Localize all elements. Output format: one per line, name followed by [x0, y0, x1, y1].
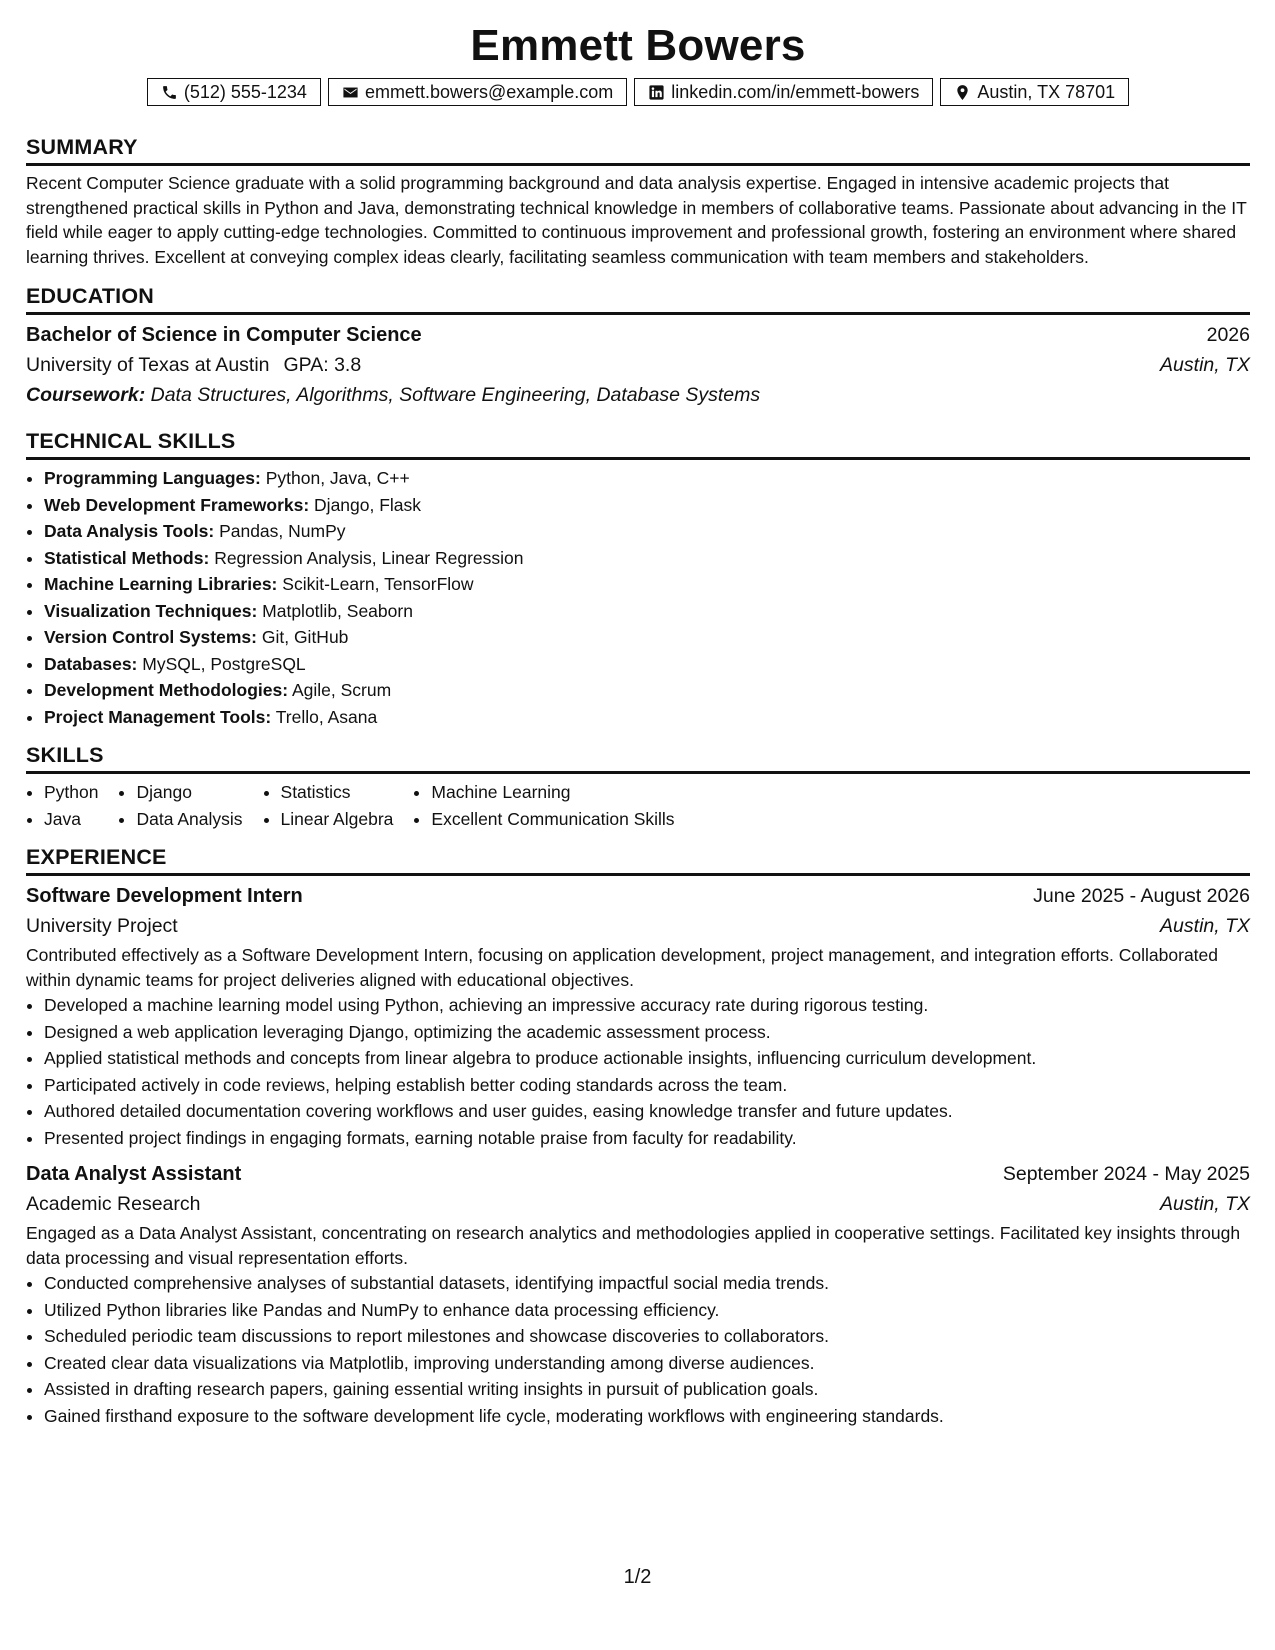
list-item — [44, 518, 1250, 545]
job-entry — [26, 881, 1250, 1151]
skill-category-label: Development Methodologies: — [44, 680, 289, 700]
job-location: Austin, TX — [1160, 915, 1250, 937]
school-info — [26, 350, 361, 380]
job-description: Engaged as a Data Analyst Assistant, concentrating on research analytics and methodologies applied in cooperative settings. Facilitated key insights through data processing and visual representation efforts. — [26, 1223, 1241, 1268]
contact-email-text: emmett.bowers@example.com — [364, 81, 614, 102]
list-item — [44, 545, 1250, 572]
list-item: • Utilized Python libraries like Pandas and NumPy to enhance data processing efficiency. — [44, 1297, 1250, 1324]
list-item: • Developed a machine learning model using Python, achieving an impressive accuracy rate during rigorous testing. — [44, 992, 1250, 1019]
skill-category-value: Scikit-Learn, TensorFlow — [282, 574, 474, 594]
list-item: • Conducted comprehensive analyses of substantial datasets, identifying impactful social media trends. — [44, 1270, 1250, 1297]
list-item — [44, 598, 1250, 625]
job-description: Contributed effectively as a Software Development Intern, focusing on application development, project management, and integration efforts. Collaborated within dynamic teams for project deliveries aligned with educational objectives. — [26, 945, 1219, 990]
skills-heading: SKILLS — [26, 742, 1250, 774]
list-item — [44, 651, 1250, 678]
list-item: • Linear Algebra — [281, 806, 394, 833]
page-number: 1/2 — [623, 1566, 652, 1588]
job-bullets — [26, 1270, 1250, 1429]
education-school-row — [26, 350, 1250, 380]
summary-section — [26, 134, 1250, 269]
resume-page — [26, 18, 1250, 1437]
list-item: • Assisted in drafting research papers, gaining essential writing insights in pursuit of publication goals. — [44, 1376, 1250, 1403]
skill-category-value: Regression Analysis, Linear Regression — [214, 547, 524, 568]
skill-category-label: Programming Languages: — [44, 468, 261, 488]
list-item: • Applied statistical methods and concepts from linear algebra to produce actionable insights, influencing curriculum development. — [44, 1045, 1250, 1072]
school-name: University of Texas at Austin — [26, 354, 270, 376]
list-item: • Java — [44, 806, 98, 833]
skill-category-value: MySQL, PostgreSQL — [142, 653, 306, 674]
skill-category-value: Pandas, NumPy — [219, 521, 346, 541]
list-item: • Excellent Communication Skills — [431, 806, 674, 833]
map-marker-icon — [954, 84, 971, 101]
candidate-name: Emmett Bowers — [470, 21, 806, 70]
contact-phone[interactable] — [147, 78, 321, 106]
list-item: • Django — [136, 779, 242, 806]
job-title-row — [26, 1159, 1250, 1189]
list-item — [44, 465, 1250, 492]
contact-location-text: Austin, TX 78701 — [977, 81, 1116, 102]
job-organization: University Project — [26, 915, 178, 937]
list-item — [44, 492, 1250, 519]
skill-category-value: Django, Flask — [314, 494, 422, 515]
list-item: • Machine Learning — [431, 779, 674, 806]
list-item: • Scheduled periodic team discussions to report milestones and showcase discoveries to collaborators. — [44, 1323, 1250, 1350]
list-item — [44, 677, 1250, 704]
list-item — [44, 624, 1250, 651]
skill-category-value: Agile, Scrum — [291, 680, 392, 700]
phone-icon — [161, 84, 178, 101]
list-item: • Statistics — [281, 779, 394, 806]
job-title: Data Analyst Assistant — [26, 1163, 242, 1185]
linkedin-icon — [648, 84, 665, 101]
list-item: • Participated actively in code reviews, helping establish better coding standards across the team. — [44, 1072, 1250, 1099]
experience-section — [26, 844, 1250, 1429]
list-item — [44, 704, 1250, 731]
contact-linkedin[interactable] — [634, 78, 933, 106]
coursework-label: Coursework: — [26, 384, 146, 406]
skills-column — [26, 779, 98, 832]
job-entry — [26, 1159, 1250, 1429]
job-dates: September 2024 - May 2025 — [1002, 1163, 1250, 1185]
skills-section — [26, 742, 1250, 832]
skill-category-label: Databases: — [44, 653, 138, 674]
skill-category-label: Project Management Tools: — [44, 706, 272, 727]
skill-category-label: Web Development Frameworks: — [44, 494, 310, 515]
skill-category-value: Git, GitHub — [261, 627, 349, 647]
job-title: Software Development Intern — [26, 885, 303, 907]
list-item: • Python — [44, 779, 98, 806]
education-section — [26, 283, 1250, 410]
gpa: GPA: 3.8 — [283, 354, 362, 376]
list-item: • Data Analysis — [136, 806, 242, 833]
coursework-line — [26, 380, 1250, 410]
job-org-row — [26, 1189, 1250, 1219]
technical-skills-list — [26, 465, 1250, 730]
coursework-list: Data Structures, Algorithms, Software Engineering, Database Systems — [150, 384, 761, 406]
contact-email[interactable] — [328, 78, 627, 106]
skill-category-label: Machine Learning Libraries: — [44, 574, 278, 594]
list-item: • Presented project findings in engaging formats, earning notable praise from faculty for readability. — [44, 1125, 1250, 1152]
skill-category-label: Version Control Systems: — [44, 627, 257, 647]
job-organization: Academic Research — [26, 1193, 201, 1215]
skill-category-label: Statistical Methods: — [44, 547, 210, 568]
degree-title: Bachelor of Science in Computer Science — [26, 324, 422, 346]
graduation-year: 2026 — [1206, 324, 1250, 346]
skill-category-value: Python, Java, C++ — [265, 468, 410, 488]
summary-heading: SUMMARY — [26, 134, 1250, 166]
summary-text: Recent Computer Science graduate with a solid programming background and data analysis expertise. Engaged in intensive academic projects that strengthened practical skills in Python and Java, demonstrating technical knowledge in members of collaborative teams. Passionate about advancing in the IT field while eager to apply cutting-edge technologies. Committed to continuous improvement and professional growth, fostering an environment where shared learning thrives. Excellent at conveying complex ideas clearly, facilitating seamless communication with team members and stakeholders. — [26, 173, 1247, 267]
job-org-row — [26, 911, 1250, 941]
job-bullets — [26, 992, 1250, 1151]
job-title-row — [26, 881, 1250, 911]
list-item: • Gained firsthand exposure to the software development life cycle, moderating workflows with engineering standards. — [44, 1403, 1250, 1430]
technical-skills-heading: TECHNICAL SKILLS — [26, 428, 1250, 460]
list-item: • Created clear data visualizations via Matplotlib, improving understanding among diverse audiences. — [44, 1350, 1250, 1377]
contact-linkedin-text: linkedin.com/in/emmett-bowers — [671, 81, 920, 102]
job-dates: June 2025 - August 2026 — [1033, 885, 1250, 907]
skills-grid — [26, 779, 1250, 832]
envelope-icon — [342, 84, 359, 101]
technical-skills-section — [26, 428, 1250, 730]
contact-location[interactable] — [940, 78, 1129, 106]
experience-heading: EXPERIENCE — [26, 844, 1250, 876]
skill-category-value: Matplotlib, Seaborn — [262, 600, 413, 621]
list-item — [44, 571, 1250, 598]
school-location: Austin, TX — [1160, 354, 1250, 376]
list-item: • Authored detailed documentation covering workflows and user guides, easing knowledge transfer and future updates. — [44, 1098, 1250, 1125]
contact-bar — [26, 78, 1250, 106]
education-heading: EDUCATION — [26, 283, 1250, 315]
job-location: Austin, TX — [1160, 1193, 1250, 1215]
skills-column — [263, 779, 394, 832]
list-item: • Designed a web application leveraging Django, optimizing the academic assessment process. — [44, 1019, 1250, 1046]
skills-column — [118, 779, 242, 832]
skill-category-label: Data Analysis Tools: — [44, 521, 215, 541]
skills-column — [413, 779, 674, 832]
education-degree-row — [26, 320, 1250, 350]
skill-category-label: Visualization Techniques: — [44, 600, 258, 621]
contact-phone-text: (512) 555-1234 — [183, 81, 307, 102]
skill-category-value: Trello, Asana — [275, 706, 378, 727]
